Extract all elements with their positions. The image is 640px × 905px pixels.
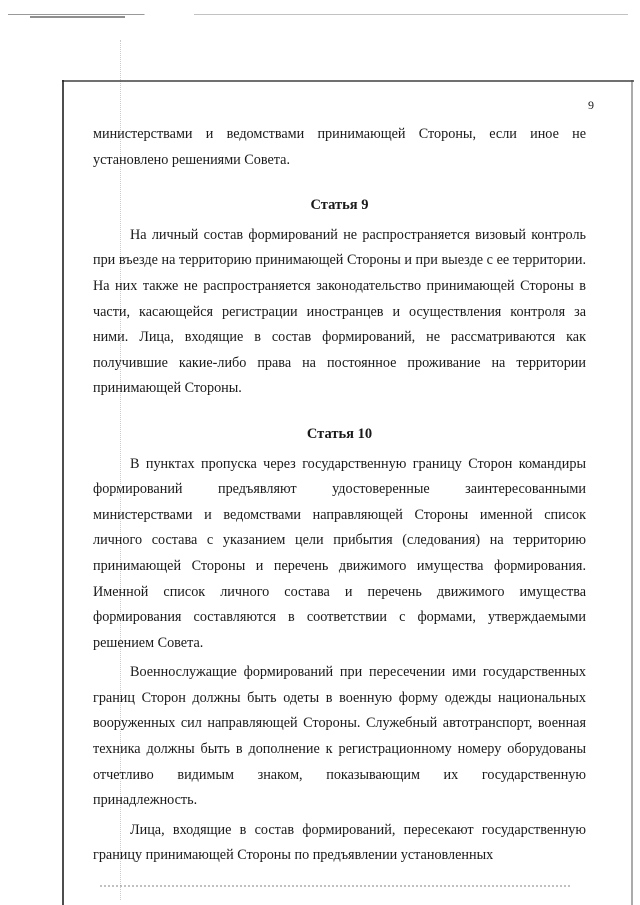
- article-10-paragraph-1: В пунктах пропуска через государственную границу Сторон командиры формирований предъявляют удостоверенные заинтересованными министерствами и ведомствами направляющей Стороны именной список личного состава с указанием цели прибытия (следования) на территорию принимающей Стороны и перечень движимого имущества формирования. Именной список личного состава и перечень движимого имущества формирования составляются в соответствии с формами, утверждаемыми решением Совета.: [93, 455, 586, 651]
- article-9-heading: Статья 9: [310, 197, 369, 214]
- article-9-paragraph: На личный состав формирований не распространяется визовый контроль при въезде на территорию принимающей Стороны и при выезде с ее территории. На них также не распространяется законодательство принимающей Стороны в части, касающейся регистрации иностранцев и осуществления контроля за ними. Лица, входящие в состав формирований, не рассматриваются как получившие какие-либо права на постоянное проживание на территории принимающей Стороны.: [93, 226, 586, 397]
- article-10-heading: Статья 10: [306, 425, 373, 442]
- page-frame-top: [62, 80, 634, 82]
- page-frame-right: [631, 80, 633, 905]
- document-body: [93, 122, 586, 869]
- article-10-paragraph-3: Лица, входящие в состав формирований, пересекают государственную границу принимающей Стороны по предъявлении установленных: [93, 821, 586, 864]
- paragraph-continuation: министерствами и ведомствами принимающей Стороны, если иное не установлено решениями Совета.: [93, 126, 586, 168]
- article-10-paragraph-2: Военнослужащие формирований при пересечении ими государственных границ Сторон должны быть одеты в военную форму одежды национальных вооруженных сил направляющей Стороны. Служебный автотранспорт, военная техника должны быть в дополнение к регистрационному номеру оборудованы отчетливо видимым знаком, показывающим их государственную принадлежность.: [93, 664, 586, 809]
- scan-edge-line: [8, 14, 628, 15]
- page-number: 9: [588, 98, 594, 112]
- scan-edge-mark: [30, 16, 125, 18]
- scan-bottom-noise: [100, 885, 570, 888]
- page-frame-left: [62, 80, 64, 905]
